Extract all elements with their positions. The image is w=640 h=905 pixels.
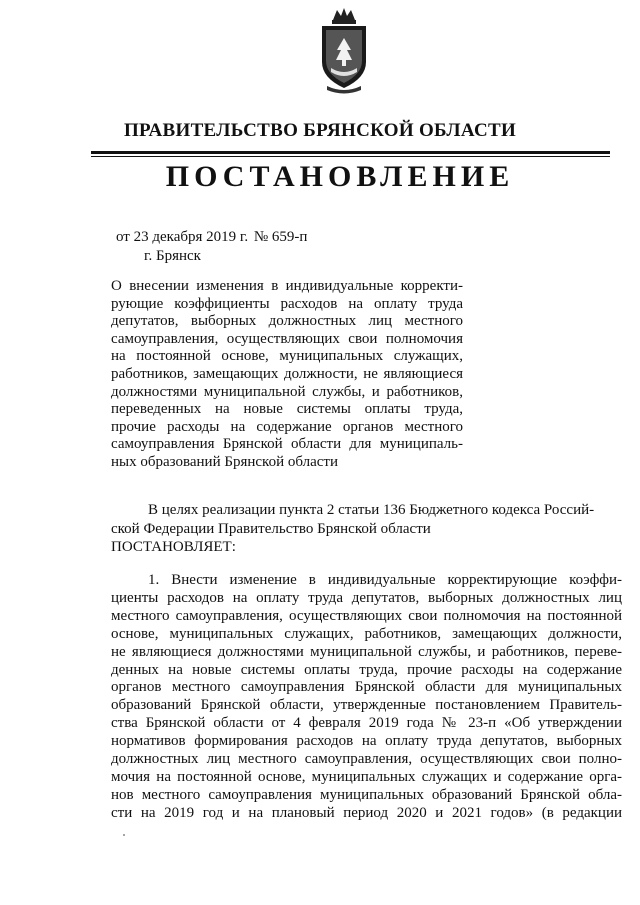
date-prefix: от xyxy=(116,229,130,245)
item-line: 1. Внести изменение в индивидуальные корректирующие коэффи- xyxy=(148,572,622,588)
header-rule-thick xyxy=(91,151,610,154)
item-line: не являющиеся должностями муниципальной службы, и работников, переве- xyxy=(111,643,622,660)
preamble xyxy=(111,501,622,557)
subject-line: прочие расходы на содержание органов местного xyxy=(111,418,463,435)
government-title: ПРАВИТЕЛЬСТВО БРЯНСКОЙ ОБЛАСТИ xyxy=(123,120,517,141)
item-line: ства Брянской области от 4 февраля 2019 года № 23-п «Об утверждении xyxy=(111,715,622,732)
city: г. Брянск xyxy=(144,248,201,264)
subject-line: самоуправления, осуществляющих свои полномочия xyxy=(111,330,463,347)
document-subject xyxy=(111,278,463,472)
item-line: должностных лиц местного самоуправления, осуществляющих свои полно- xyxy=(111,751,622,768)
item-line: нормативов формирования расходов на оплату труда депутатов, выборных xyxy=(111,733,622,750)
subject-line: работников, замещающих должности, не являющиеся xyxy=(111,365,463,382)
item-1 xyxy=(111,572,622,823)
item-line: образований Брянской области, утвержденные постановлением Правитель- xyxy=(111,697,622,714)
header-rule-thin xyxy=(91,156,610,157)
item-line: мочия на постоянной основе, муниципальных служащих и содержание орга- xyxy=(111,768,622,785)
subject-line: О внесении изменения в индивидуальные корректи- xyxy=(111,278,463,294)
document-date: 23 декабря 2019 г. xyxy=(133,229,249,245)
subject-line: депутатов, выборных должностных лиц местного xyxy=(111,313,463,330)
subject-line: рующие коэффициенты расходов на оплату труда xyxy=(111,295,463,312)
subject-line: ных образований Брянской области xyxy=(111,453,338,470)
item-line: денных на новые системы оплаты труда, прочие расходы на содержание xyxy=(111,661,622,678)
scan-speck xyxy=(123,834,125,836)
item-line: нов местного самоуправления муниципальных образований Брянской обла- xyxy=(111,786,622,803)
preamble-line: ской Федерации Правительство Брянской области xyxy=(111,520,431,537)
coat-of-arms-icon xyxy=(317,6,371,94)
subject-line: на постоянной основе, муниципальных служащих, xyxy=(111,348,463,365)
preamble-line: В целях реализации пункта 2 статьи 136 Бюджетного кодекса Россий- xyxy=(148,502,595,518)
subject-line: должностями муниципальной службы, и работников, xyxy=(111,383,463,400)
document-type: ПОСТАНОВЛЕНИЕ xyxy=(165,160,515,193)
subject-line: переведенных на новые системы оплаты труда, xyxy=(111,401,463,418)
number-sign: № xyxy=(253,229,269,245)
item-line: местного самоуправления, осуществляющих свои полномочия на постоянной xyxy=(111,607,622,624)
item-line: основе, муниципальных служащих, работников, замещающих должности, xyxy=(111,625,622,642)
item-line: циенты расходов на оплату труда депутатов, выборных должностных лиц xyxy=(111,589,622,606)
resolves-heading: ПОСТАНОВЛЯЕТ: xyxy=(111,539,236,555)
item-line: сти на 2019 год и на плановый период 2020 и 2021 годов» (в редакции xyxy=(111,804,622,821)
date-number-line xyxy=(116,229,307,246)
subject-line: самоуправления Брянской области для муниципаль- xyxy=(111,436,463,453)
document-number: 659-п xyxy=(271,229,308,245)
item-line: органов местного самоуправления Брянской области для муниципальных xyxy=(111,679,622,696)
